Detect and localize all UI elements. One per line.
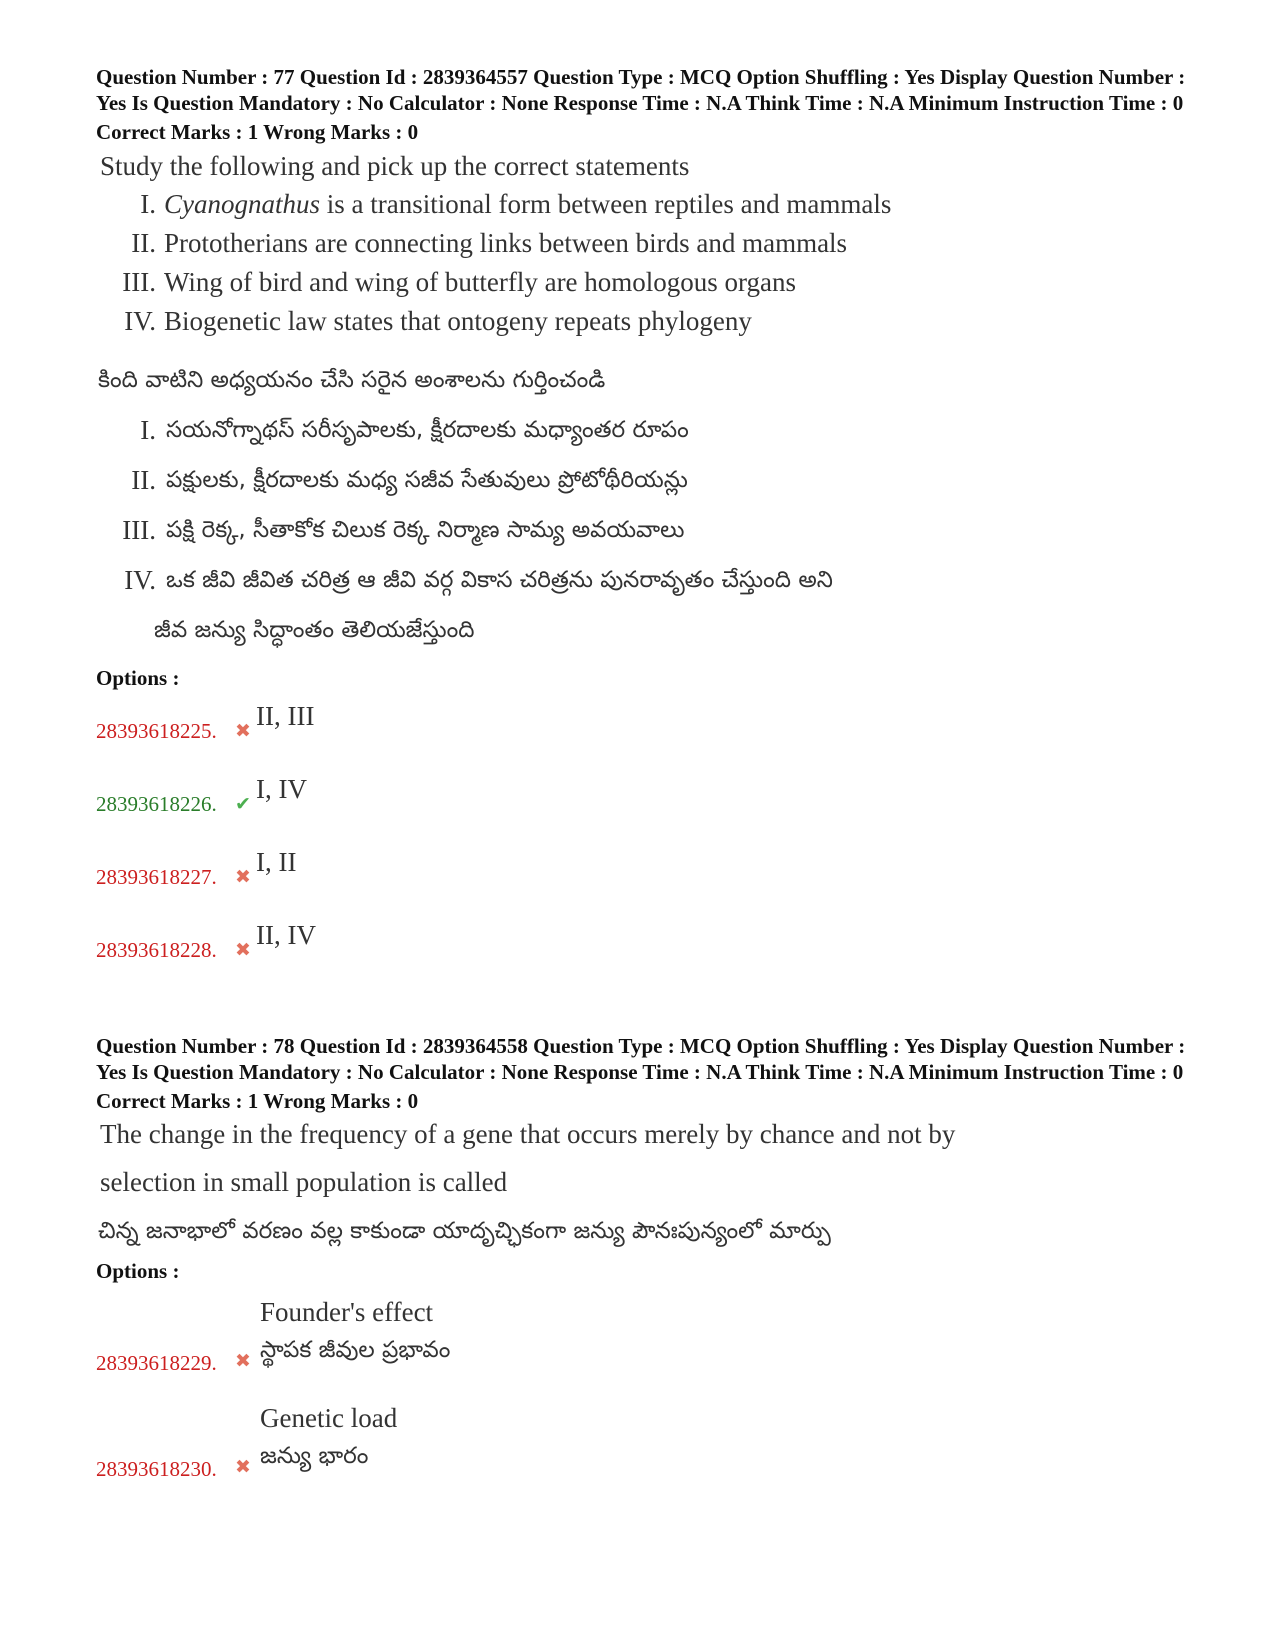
statement-item-telugu: II. పక్షులకు, క్షీరదాలకు మధ్య సజీవ సేతువులు ప్రోటోథీరియన్లు [131,465,688,495]
question-stem-english-line-2: selection in small population is called [100,1167,508,1197]
statement-item-telugu-continued: జీవ జన్యు సిద్ధాంతం తెలియజేస్తుంది [154,617,475,643]
option-item[interactable] [96,1292,1186,1380]
statement-item-telugu: III. పక్షి రెక్క, సీతాకోక చిలుక రెక్క నిర్మాణ సామ్య అవయవాలు [122,515,685,545]
statement-item: I. Cyanognathus is a transitional form between reptiles and mammals [140,189,892,219]
option-id: 28393618228. [96,938,217,962]
option-text-telugu: స్థాపక జీవుల ప్రభావం [260,1337,451,1363]
option-item[interactable] [96,847,1186,890]
cross-icon: ✖ [235,939,251,961]
option-item[interactable] [96,701,1186,744]
option-id: 28393618226. [96,792,217,816]
statement-item-telugu: IV. ఒక జీవి జీవిత చరిత్ర ఆ జీవి వర్గ వికాస చరిత్రను పునరావృతం చేస్తుంది అని [124,565,833,595]
question-stem-english: Study the following and pick up the correct statements [100,151,690,181]
cross-icon: ✖ [235,720,251,742]
question-marks: Correct Marks : 1 Wrong Marks : 0 [96,1089,419,1113]
option-id: 28393618230. [96,1457,217,1481]
option-item[interactable] [96,774,1186,817]
question-stem-english-line-1: The change in the frequency of a gene that occurs merely by chance and not by [100,1119,956,1149]
option-text: II, IV [256,920,316,950]
statement-item-telugu: I. సయనోగ్నాథస్ సరీసృపాలకు, క్షీరదాలకు మధ్యాంతర రూపం [140,415,689,445]
question-marks: Correct Marks : 1 Wrong Marks : 0 [96,120,419,144]
statement-list-english [96,185,1186,341]
option-item[interactable] [96,920,1186,963]
option-text: I, II [256,847,297,877]
statement-item: III. Wing of bird and wing of butterfly are homologous organs [122,267,797,297]
option-id: 28393618225. [96,719,217,743]
question-stem-telugu: చిన్న జనాభాలో వరణం వల్ల కాకుండా యాదృచ్ఛికంగా జన్యు పౌనఃపున్యంలో మార్పు [98,1218,831,1244]
options-list [96,701,1186,963]
option-item[interactable] [96,1398,1186,1486]
question-78 [96,1033,1186,1486]
statement-item: IV. Biogenetic law states that ontogeny repeats phylogeny [124,306,752,336]
option-text: II, III [256,701,315,731]
statement-item: II. Prototherians are connecting links between birds and mammals [131,228,848,258]
option-text: I, IV [256,774,307,804]
question-77 [96,64,1186,963]
options-label: Options : [96,1259,180,1283]
cross-icon: ✖ [235,1350,251,1372]
cross-icon: ✖ [235,866,251,888]
option-id: 28393618229. [96,1351,217,1375]
question-meta: Question Number : 78 Question Id : 2839364558 Question Type : MCQ Option Shuffling : Yes Display Question Number : Yes Is Question Mandatory : No Calculator : None Response Time : N.A Think Time : N.A Minimum Instruction Time : 0 [96,1034,1186,1084]
question-stem-telugu: కింది వాటిని అధ్యయనం చేసి సరైన అంశాలను గుర్తించండి [98,367,606,393]
option-id: 28393618227. [96,865,217,889]
option-text-telugu: జన్యు భారం [260,1443,369,1469]
cross-icon: ✖ [235,1456,251,1478]
check-icon: ✔ [235,793,251,815]
options-label: Options : [96,666,180,690]
statement-list-telugu [96,405,1186,655]
option-text-english: Genetic load [260,1403,398,1433]
question-paper-page [96,64,1186,1486]
options-list [96,1292,1186,1486]
option-text-english: Founder's effect [260,1297,434,1327]
question-meta: Question Number : 77 Question Id : 2839364557 Question Type : MCQ Option Shuffling : Yes Display Question Number : Yes Is Question Mandatory : No Calculator : None Response Time : N.A Think Time : N.A Minimum Instruction Time : 0 [96,65,1186,115]
